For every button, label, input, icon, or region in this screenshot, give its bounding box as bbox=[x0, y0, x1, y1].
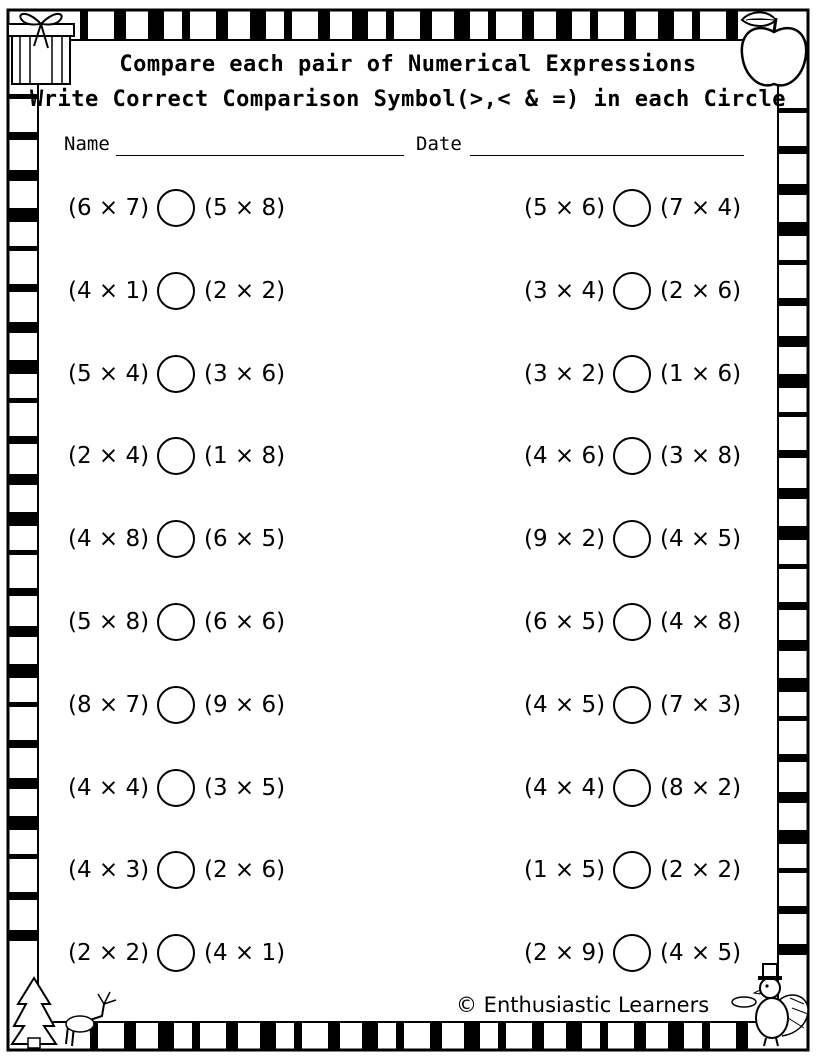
answer-circle[interactable] bbox=[157, 686, 195, 724]
date-field[interactable] bbox=[470, 155, 744, 156]
border-stripes-bottom bbox=[90, 1023, 748, 1049]
border-stripe bbox=[158, 1023, 174, 1049]
border-stripe bbox=[9, 322, 37, 333]
left-expression: (5 × 4) bbox=[68, 361, 150, 387]
right-expression: (4 × 5) bbox=[660, 526, 742, 552]
border-stripe bbox=[9, 208, 37, 222]
worksheet-title: Compare each pair of Numerical Expressions bbox=[119, 52, 697, 77]
comparison-problem bbox=[68, 352, 284, 396]
right-expression: (5 × 8) bbox=[204, 195, 286, 221]
left-expression: (4 × 1) bbox=[68, 278, 150, 304]
border-stripe bbox=[386, 11, 394, 39]
border-stripe bbox=[779, 374, 807, 388]
right-expression: (1 × 6) bbox=[660, 361, 742, 387]
answer-circle[interactable] bbox=[613, 355, 651, 393]
answer-circle[interactable] bbox=[613, 769, 651, 807]
border-stripe bbox=[430, 1023, 442, 1049]
right-expression: (8 × 2) bbox=[660, 775, 742, 801]
comparison-problem bbox=[524, 186, 740, 230]
answer-circle[interactable] bbox=[613, 272, 651, 310]
comparison-problem bbox=[524, 600, 740, 644]
left-expression: (2 × 2) bbox=[68, 940, 150, 966]
left-expression: (2 × 9) bbox=[524, 940, 606, 966]
border-stripe bbox=[9, 512, 37, 526]
border-stripe bbox=[420, 11, 432, 39]
comparison-problem bbox=[68, 931, 284, 975]
answer-circle[interactable] bbox=[613, 686, 651, 724]
border-stripe bbox=[124, 1023, 136, 1049]
answer-circle[interactable] bbox=[157, 520, 195, 558]
left-expression: (1 × 5) bbox=[524, 857, 606, 883]
right-expression: (4 × 1) bbox=[204, 940, 286, 966]
border-stripe bbox=[556, 11, 572, 39]
comparison-problem bbox=[68, 186, 284, 230]
border-stripe bbox=[779, 336, 807, 347]
border-stripe bbox=[779, 184, 807, 195]
border-stripe bbox=[9, 664, 37, 678]
border-stripe bbox=[488, 11, 496, 39]
answer-circle[interactable] bbox=[613, 934, 651, 972]
border-stripe bbox=[9, 702, 37, 707]
border-stripe bbox=[9, 778, 37, 789]
left-expression: (3 × 4) bbox=[524, 278, 606, 304]
right-expression: (1 × 8) bbox=[204, 443, 286, 469]
right-expression: (2 × 2) bbox=[204, 278, 286, 304]
answer-circle[interactable] bbox=[157, 603, 195, 641]
border-stripe bbox=[396, 1023, 404, 1049]
border-stripe bbox=[779, 944, 807, 955]
left-expression: (4 × 3) bbox=[68, 857, 150, 883]
border-stripe bbox=[454, 11, 470, 39]
border-stripe bbox=[779, 222, 807, 236]
border-stripe bbox=[692, 11, 700, 39]
border-stripes-left bbox=[9, 94, 37, 941]
border-stripes-top bbox=[80, 11, 738, 39]
border-stripe bbox=[9, 398, 37, 403]
copyright-text: © Enthusiastic Learners bbox=[456, 993, 710, 1017]
left-expression: (4 × 4) bbox=[524, 775, 606, 801]
border-stripe bbox=[9, 550, 37, 555]
border-stripe bbox=[328, 1023, 340, 1049]
answer-circle[interactable] bbox=[157, 851, 195, 889]
comparison-problem bbox=[68, 848, 284, 892]
left-expression: (4 × 8) bbox=[68, 526, 150, 552]
border-stripe bbox=[779, 792, 807, 803]
border-stripe bbox=[9, 626, 37, 637]
comparison-problem bbox=[524, 848, 740, 892]
border-stripe bbox=[668, 1023, 684, 1049]
left-expression: (5 × 6) bbox=[524, 195, 606, 221]
border-stripe bbox=[779, 640, 807, 651]
border-stripe bbox=[464, 1023, 480, 1049]
turkey-icon bbox=[730, 958, 812, 1048]
border-stripe bbox=[318, 11, 330, 39]
right-expression: (3 × 5) bbox=[204, 775, 286, 801]
left-expression: (4 × 4) bbox=[68, 775, 150, 801]
comparison-problem bbox=[524, 683, 740, 727]
left-expression: (9 × 2) bbox=[524, 526, 606, 552]
border-stripe bbox=[590, 11, 598, 39]
border-stripe bbox=[9, 588, 37, 596]
border-stripe bbox=[9, 284, 37, 292]
border-stripe bbox=[148, 11, 164, 39]
answer-circle[interactable] bbox=[157, 934, 195, 972]
border-stripe bbox=[779, 564, 807, 569]
border-stripe bbox=[250, 11, 266, 39]
name-label: Name bbox=[64, 133, 110, 155]
comparison-problem bbox=[68, 434, 284, 478]
border-stripe bbox=[532, 1023, 544, 1049]
apple-icon bbox=[736, 6, 812, 92]
left-expression: (4 × 6) bbox=[524, 443, 606, 469]
comparison-problem bbox=[68, 600, 284, 644]
left-expression: (8 × 7) bbox=[68, 692, 150, 718]
right-expression: (7 × 4) bbox=[660, 195, 742, 221]
border-stripe bbox=[658, 11, 674, 39]
right-expression: (3 × 8) bbox=[660, 443, 742, 469]
right-expression: (3 × 6) bbox=[204, 361, 286, 387]
answer-circle[interactable] bbox=[157, 355, 195, 393]
left-expression: (3 × 2) bbox=[524, 361, 606, 387]
comparison-problem bbox=[524, 352, 740, 396]
border-stripe bbox=[182, 11, 190, 39]
answer-circle[interactable] bbox=[613, 851, 651, 889]
border-stripe bbox=[779, 602, 807, 610]
border-stripe bbox=[260, 1023, 276, 1049]
comparison-problem bbox=[524, 269, 740, 313]
left-expression: (2 × 4) bbox=[68, 443, 150, 469]
border-stripe bbox=[294, 1023, 302, 1049]
border-stripe bbox=[352, 11, 368, 39]
answer-circle[interactable] bbox=[157, 769, 195, 807]
border-stripe bbox=[779, 298, 807, 306]
comparison-problem bbox=[524, 434, 740, 478]
border-stripe bbox=[779, 906, 807, 914]
border-stripe bbox=[9, 246, 37, 251]
border-stripe bbox=[702, 1023, 710, 1049]
border-stripe bbox=[779, 488, 807, 499]
border-stripe bbox=[522, 11, 534, 39]
comparison-problem bbox=[68, 766, 284, 810]
border-stripe bbox=[779, 412, 807, 417]
border-stripe bbox=[9, 360, 37, 374]
border-stripe bbox=[9, 740, 37, 748]
border-stripe bbox=[779, 830, 807, 844]
worksheet-instructions: Write Correct Comparison Symbol(>,< & =) in each Circle bbox=[30, 87, 786, 112]
border-stripe bbox=[779, 754, 807, 762]
answer-circle[interactable] bbox=[613, 603, 651, 641]
right-expression: (2 × 2) bbox=[660, 857, 742, 883]
left-expression: (4 × 5) bbox=[524, 692, 606, 718]
name-field[interactable] bbox=[116, 155, 404, 156]
border-stripe bbox=[9, 854, 37, 859]
answer-circle[interactable] bbox=[613, 189, 651, 227]
border-stripes-right bbox=[779, 108, 807, 955]
border-stripe bbox=[779, 716, 807, 721]
border-stripe bbox=[284, 11, 292, 39]
right-expression: (6 × 6) bbox=[204, 609, 286, 635]
right-expression: (7 × 3) bbox=[660, 692, 742, 718]
right-expression: (4 × 8) bbox=[660, 609, 742, 635]
comparison-problem bbox=[68, 269, 284, 313]
comparison-problem bbox=[68, 683, 284, 727]
answer-circle[interactable] bbox=[613, 520, 651, 558]
border-stripe bbox=[226, 1023, 238, 1049]
date-label: Date bbox=[416, 133, 462, 155]
border-stripe bbox=[9, 892, 37, 900]
border-stripe bbox=[498, 1023, 506, 1049]
answer-circle[interactable] bbox=[157, 272, 195, 310]
border-stripe bbox=[624, 11, 636, 39]
comparison-problem bbox=[524, 517, 740, 561]
border-stripe bbox=[9, 816, 37, 830]
border-stripe bbox=[9, 436, 37, 444]
border-stripe bbox=[779, 260, 807, 265]
left-expression: (6 × 5) bbox=[524, 609, 606, 635]
left-expression: (5 × 8) bbox=[68, 609, 150, 635]
border-stripe bbox=[9, 474, 37, 485]
border-stripe bbox=[779, 450, 807, 458]
border-stripe bbox=[216, 11, 228, 39]
border-stripe bbox=[600, 1023, 608, 1049]
left-expression: (6 × 7) bbox=[68, 195, 150, 221]
right-expression: (4 × 5) bbox=[660, 940, 742, 966]
border-stripe bbox=[779, 678, 807, 692]
answer-circle[interactable] bbox=[157, 437, 195, 475]
border-stripe bbox=[80, 11, 88, 39]
border-stripe bbox=[192, 1023, 200, 1049]
comparison-problem bbox=[68, 517, 284, 561]
answer-circle[interactable] bbox=[157, 189, 195, 227]
border-stripe bbox=[9, 930, 37, 941]
border-stripe bbox=[9, 132, 37, 140]
comparison-problem bbox=[524, 766, 740, 810]
comparison-problem bbox=[524, 931, 740, 975]
tree-and-reindeer-icon bbox=[10, 974, 120, 1050]
right-expression: (6 × 5) bbox=[204, 526, 286, 552]
border-stripe bbox=[9, 170, 37, 181]
border-stripe bbox=[779, 146, 807, 154]
border-stripe bbox=[634, 1023, 646, 1049]
border-stripe bbox=[362, 1023, 378, 1049]
answer-circle[interactable] bbox=[613, 437, 651, 475]
right-expression: (2 × 6) bbox=[660, 278, 742, 304]
right-expression: (9 × 6) bbox=[204, 692, 286, 718]
border-stripe bbox=[566, 1023, 582, 1049]
border-stripe bbox=[114, 11, 126, 39]
border-stripe bbox=[779, 868, 807, 873]
border-stripe bbox=[779, 526, 807, 540]
right-expression: (2 × 6) bbox=[204, 857, 286, 883]
